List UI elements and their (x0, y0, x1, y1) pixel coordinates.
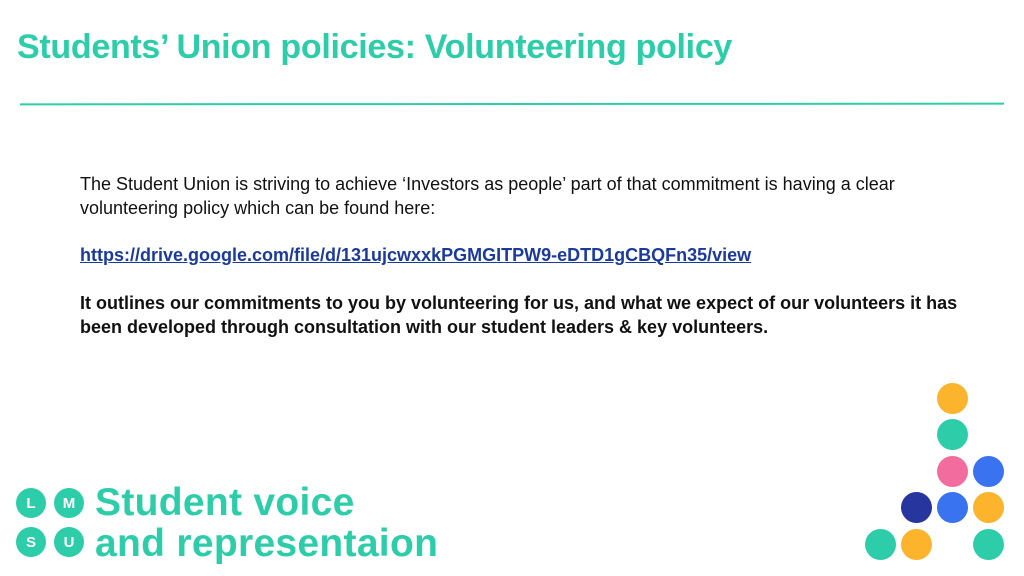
decorative-dot (865, 529, 896, 560)
lmsu-logo (16, 488, 84, 557)
tagline-line-1: Student voice (95, 481, 355, 524)
decorative-dot (937, 383, 968, 414)
policy-link[interactable]: https://drive.google.com/file/d/131ujcwxxkPGMGITPW9-eDTD1gCBQFn35/view (80, 245, 752, 265)
decorative-dot (937, 419, 968, 450)
tagline-line-2: and representaion (95, 522, 439, 565)
logo-letter-u: U (54, 527, 84, 557)
logo-letter-s: S (16, 527, 46, 557)
title-divider (20, 103, 1004, 105)
intro-paragraph: The Student Union is striving to achieve ‘Investors as people’ part of that commitment is having a clear volunteering policy which can be found here: (80, 174, 895, 218)
decorative-dot (901, 529, 932, 560)
decorative-dot (973, 456, 1004, 487)
logo-letter-l: L (16, 488, 46, 518)
decorative-dot (937, 456, 968, 487)
decorative-dot (937, 492, 968, 523)
slide-body (80, 172, 960, 339)
decorative-dot (973, 529, 1004, 560)
logo-letter-m: M (54, 488, 84, 518)
decorative-dot (973, 492, 1004, 523)
slide-title: Students’ Union policies: Volunteering policy (17, 28, 733, 66)
outline-paragraph: It outlines our commitments to you by volunteering for us, and what we expect of our volunteers it has been developed through consultation with our student leaders & key volunteers. (80, 293, 958, 337)
tagline (95, 482, 438, 564)
decorative-dot (901, 492, 932, 523)
